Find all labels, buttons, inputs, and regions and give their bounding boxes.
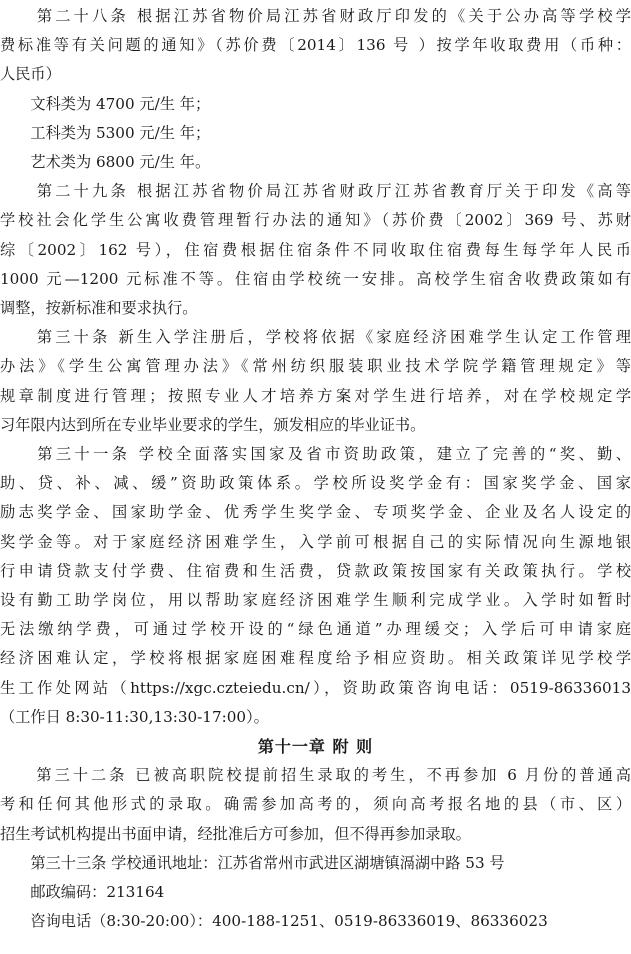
article-29-line-2: 学校社会化学生公寓收费管理暂行办法的通知》（苏价费〔2002〕369 号、苏财 xyxy=(0,211,631,230)
article-30-line-1: 第三十条 新生入学注册后，学校将依据《家庭经济困难学生认定工作管理 xyxy=(0,328,631,347)
article-31-line-3: 励志奖学金、国家助学金、优秀学生奖学金、专项奖学金、企业及名人设定的 xyxy=(0,503,631,522)
article-30-line-3: 规章制度进行管理；按照专业人才培养方案对学生进行培养，对在学校规定学 xyxy=(0,386,631,405)
article-31-line-10: （工作日 8:30-11:30,13:30-17:00）。 xyxy=(0,707,269,726)
article-28-line-1: 第二十八条 根据江苏省物价局江苏省财政厅印发的《关于公办高等学校学 xyxy=(0,7,631,25)
article-31-line-8: 经济困难认定，学校将根据家庭困难程度给予相应资助。相关政策详见学校学 xyxy=(0,649,631,668)
article-31-line-9: 生工作处网站（https://xgc.czteiedu.cn/），资助政策咨询电话：0519-86336013 xyxy=(0,678,631,697)
chapter-heading: 第十一章 附 则 xyxy=(257,737,374,756)
article-31-line-7: 无法缴纳学费，可通过学校开设的“绿色通道”办理缓交；入学后可申请家庭 xyxy=(0,620,631,639)
article-30-line-4: 习年限内达到所在专业毕业要求的学生，颁发相应的毕业证书。 xyxy=(0,415,426,434)
article-32-line-3: 招生考试机构提出书面申请，经批准后方可参加，但不得再参加录取。 xyxy=(0,824,471,843)
article-33-address: 第三十三条 学校通讯地址：江苏省常州市武进区湖塘镇滆湖中路 53 号 xyxy=(0,853,505,872)
article-31-line-5: 行申请贷款支付学费、住宿费和生活费，贷款政策按国家有关政策执行。学校 xyxy=(0,561,631,580)
fee-liberal-arts: 文科类为 4700 元/生 年； xyxy=(0,94,211,113)
article-30-line-2: 办法》《学生公寓管理办法》《常州纺织服装职业技术学院学籍管理规定》等 xyxy=(0,357,631,376)
postal-code: 邮政编码：213164 xyxy=(0,883,165,901)
article-32-line-2: 考和任何其他形式的录取。确需参加高考的，须向高考报名地的县（市、区） xyxy=(0,795,631,814)
inquiry-phone: 咨询电话（8:30-20:00）：400-188-1251、0519-86336019、86336023 xyxy=(0,912,548,931)
article-32-line-1: 第三十二条 已被高职院校提前招生录取的考生，不再参加 6 月份的普通高 xyxy=(0,766,631,785)
article-29-line-5: 调整，按新标准和要求执行。 xyxy=(0,299,198,317)
article-31-line-6: 设有勤工助学岗位，用以帮助家庭经济困难学生顺利完成学业。入学时如暂时 xyxy=(0,591,631,609)
article-29-line-1: 第二十九条 根据江苏省物价局江苏省财政厅江苏省教育厅关于印发《高等 xyxy=(0,182,631,201)
fee-engineering: 工科类为 5300 元/生 年； xyxy=(0,123,211,142)
article-31-line-4: 奖学金等。对于家庭经济困难学生，入学前可根据自己的实际情况向生源地银 xyxy=(0,532,631,551)
fee-arts: 艺术类为 6800 元/生 年。 xyxy=(0,153,211,171)
article-28-line-2: 费标准等有关问题的通知》（苏价费〔2014〕136 号 ）按学年收取费用（币种： xyxy=(0,36,631,55)
article-31-line-1: 第三十一条 学校全面落实国家及省市资助政策，建立了完善的“奖、勤、 xyxy=(0,445,631,463)
article-28-line-3: 人民币） xyxy=(0,65,61,84)
article-31-line-2: 助、贷、补、减、缓”资助政策体系。学校所设奖学金有：国家奖学金、国家 xyxy=(0,474,631,493)
article-29-line-3: 综〔2002〕162 号），住宿费根据住宿条件不同收取住宿费每生每学年人民币 xyxy=(0,240,631,259)
article-29-line-4: 1000 元—1200 元标准不等。住宿由学校统一安排。高校学生宿舍收费政策如有 xyxy=(0,269,631,288)
